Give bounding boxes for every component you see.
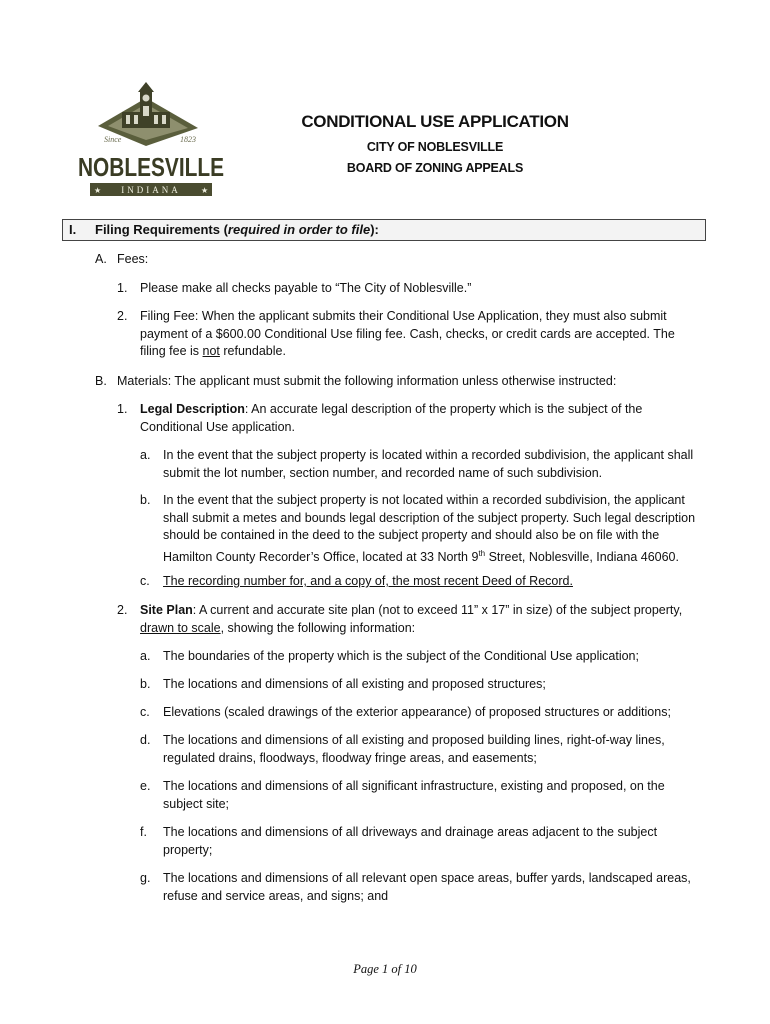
sub-item-label: a. — [140, 448, 151, 462]
site-sub-elevations: Elevations (scaled drawings of the exterior appearance) of proposed structures or additions; — [163, 705, 671, 719]
document-title: CONDITIONAL USE APPLICATION — [301, 112, 569, 131]
fees-item-filing-fee: Filing Fee: When the applicant submits their Conditional Use Application, they must also submit payment of a $600.00 Conditional Use filing fee. Cash, checks, or credit cards are accepted. The filing fee is not refundable. — [140, 309, 675, 358]
svg-text:★: ★ — [201, 186, 209, 195]
sub-item-label: g. — [140, 871, 151, 885]
sub-item-label: d. — [140, 733, 151, 747]
svg-text:INDIANA: INDIANA — [121, 185, 181, 195]
fees-item-checks: Please make all checks payable to “The City of Noblesville.” — [140, 281, 472, 295]
site-sub-driveways: The locations and dimensions of all driveways and drainage areas adjacent to the subject property; — [163, 825, 658, 857]
site-sub-open-space: The locations and dimensions of all relevant open space areas, buffer yards, landscaped areas, refuse and service areas, and signs; and — [163, 871, 691, 903]
site-sub-boundaries: The boundaries of the property which is the subject of the Conditional Use application; — [163, 649, 639, 663]
site-sub-building-lines: The locations and dimensions of all existing and proposed building lines, right-of-way lines, regulated drains, floodways, floodway fringe areas, and easements; — [163, 733, 665, 765]
sub-item-label: e. — [140, 779, 151, 793]
courthouse-logo-icon — [76, 80, 226, 205]
sub-item-label: c. — [140, 705, 150, 719]
legal-sub-deed-record: The recording number for, and a copy of, the most recent Deed of Record. — [163, 574, 573, 588]
legal-sub-metes-bounds: In the event that the subject property is not located within a recorded subdivision, the applicant shall submit a metes and bounds legal description of the subject property. Such legal description should be contained in the deed to the subject property and should also be on file with the Hamilton County Recorder’s Office, located at 33 North 9th Street, Noblesville, Indiana 46060. — [163, 493, 696, 564]
materials-label: B. — [95, 374, 107, 388]
list-item-number: 1. — [117, 281, 128, 295]
section-title: Filing Requirements (required in order to file): — [95, 222, 379, 237]
list-item-number: 2. — [117, 309, 128, 323]
sub-item-label: a. — [140, 649, 151, 663]
sub-item-label: c. — [140, 574, 150, 588]
materials-title: Materials: The applicant must submit the following information unless otherwise instructed: — [117, 374, 617, 388]
list-item-number: 1. — [117, 402, 128, 416]
svg-text:1823: 1823 — [180, 135, 196, 144]
section-heading — [62, 219, 706, 241]
legal-description-item: Legal Description: An accurate legal description of the property which is the subject of the Conditional Use application. — [140, 402, 643, 434]
noblesville-logo — [76, 80, 226, 205]
svg-text:Since: Since — [104, 135, 122, 144]
document-header — [250, 112, 620, 182]
site-sub-structures: The locations and dimensions of all existing and proposed structures; — [163, 677, 546, 691]
sub-item-label: f. — [140, 825, 147, 839]
legal-sub-subdivision: In the event that the subject property is located within a recorded subdivision, the applicant shall submit the lot number, section number, and recorded name of such subdivision. — [163, 448, 694, 480]
list-item-number: 2. — [117, 603, 128, 617]
page-number: Page 1 of 10 — [353, 962, 417, 976]
city-name: CITY OF NOBLESVILLE — [366, 140, 504, 154]
fees-label: A. — [95, 252, 107, 266]
sub-item-label: b. — [140, 677, 151, 691]
board-name: BOARD OF ZONING APPEALS — [346, 161, 524, 175]
svg-text:★: ★ — [94, 186, 102, 195]
fees-title: Fees: — [117, 252, 149, 266]
sub-item-label: b. — [140, 493, 151, 507]
section-number: I. — [69, 222, 77, 237]
svg-text:NOBLESVILLE: NOBLESVILLE — [78, 152, 224, 182]
site-plan-item: Site Plan: A current and accurate site plan (not to exceed 11” x 17” in size) of the subject property, drawn to scale, showing the following information: — [140, 603, 683, 635]
site-sub-infrastructure: The locations and dimensions of all significant infrastructure, existing and proposed, on the subject site; — [163, 779, 665, 811]
